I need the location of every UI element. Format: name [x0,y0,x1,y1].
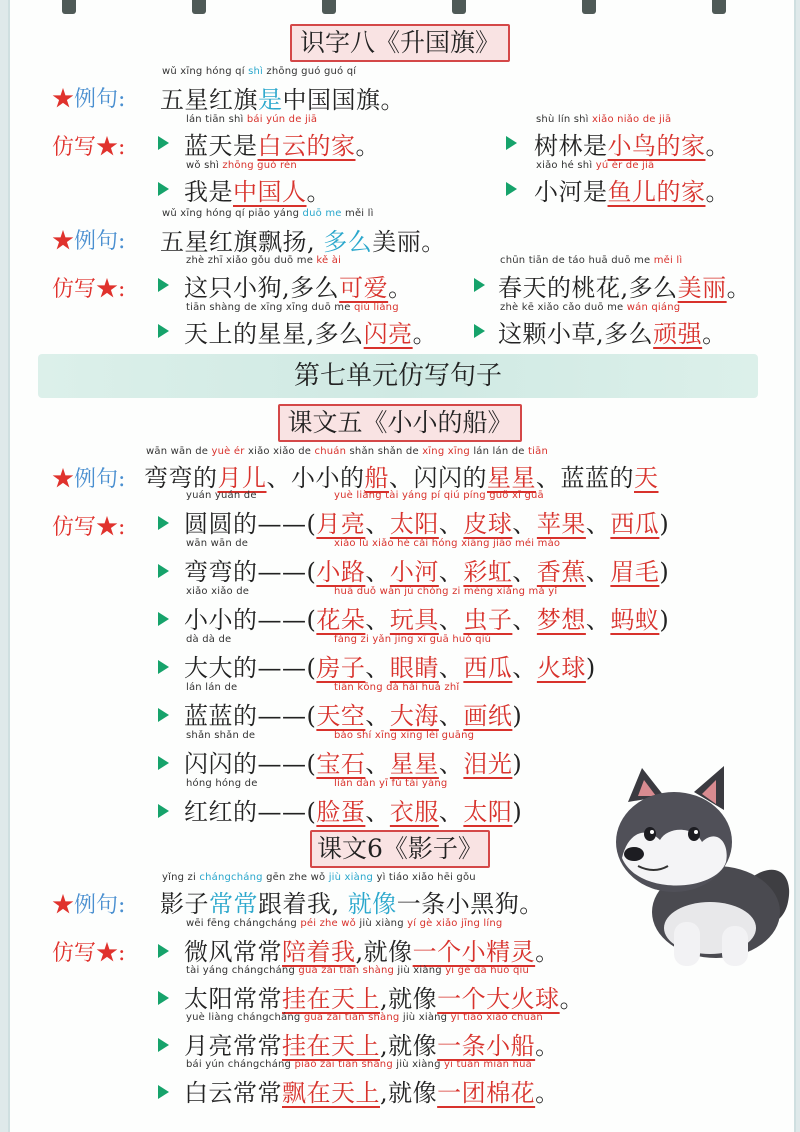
star-icon: ★ [96,135,119,160]
example-sentence: 影子常常跟着我, 就像一条小黑狗。 [160,890,544,918]
pinyin-line: fáng zi yǎn jing xī guā huǒ qiú [334,634,492,645]
arrow-icon [158,660,169,674]
arrow-icon [158,278,169,292]
pinyin-line: wǒ shì zhōng guó rén [186,160,297,171]
imitate-label: 仿写★: [52,277,126,302]
imitate-label: 仿写★: [52,135,126,160]
arrow-icon [158,324,169,338]
lesson-title: 课文五《小小的船》 [278,404,522,442]
pinyin-line: shù lín shì xiǎo niǎo de jiā [536,114,672,125]
imitate-label: 仿写★: [52,515,126,540]
pinyin-line: lán lán de [186,682,238,693]
pinyin-line: zhè zhī xiǎo gǒu duō me kě ài [186,255,342,266]
example-label: ★例句: [52,467,126,492]
pinyin-line: tiān shàng de xīng xīng duō me qiú liàng [186,302,399,313]
pinyin-line: tài yáng chángcháng guà zài tiān shàng jiù xiàng yí gè dà huǒ qiú [186,965,530,976]
arrow-icon [158,1085,169,1099]
pinyin-line: huā duǒ wán jù chóng zi mèng xiǎng mǎ yǐ [334,586,558,597]
star-icon: ★ [96,277,119,302]
imitate-sentence: 天上的星星,多么闪亮。 [184,320,438,348]
binder-clip [452,0,466,14]
binder-clip [62,0,76,14]
pinyin-line: wǔ xīng hóng qí piāo yáng duō me měi lì [162,208,374,219]
pinyin-line: wān wān de yuè ér xiǎo xiǎo de chuán shǎn shǎn de xīng xīng lán lán de tiān [146,446,549,457]
imitate-sentence: 弯弯的——(小路、小河、彩虹、香蕉、眉毛) [184,558,670,586]
pinyin-line: wǔ xīng hóng qí shì zhōng guó guó qí [162,66,357,77]
pinyin-line: xiǎo xiǎo de [186,586,250,597]
pinyin-line: zhè kē xiǎo cǎo duō me wán qiáng [500,302,681,313]
pinyin-line: xiǎo hé shì yú ér de jiā [536,160,655,171]
binder-clip [582,0,596,14]
imitate-sentence: 我是中国人。 [184,178,331,206]
pinyin-line: bǎo shí xīng xīng lèi guāng [334,730,475,741]
pinyin-line: wēi fēng chángcháng péi zhe wǒ jiù xiàng yí gè xiǎo jīng líng [186,918,503,929]
imitate-sentence: 大大的——(房子、眼睛、西瓜、火球) [184,654,596,682]
example-sentence: 弯弯的月儿、小小的船、闪闪的星星、蓝蓝的天 [144,464,659,492]
imitate-label: 仿写★: [52,941,126,966]
star-icon: ★ [52,893,75,918]
star-icon: ★ [52,87,75,112]
pinyin-line: yuán yuán de [186,490,257,501]
pinyin-line: yuè liàng tài yáng pí qiú píng guǒ xī guā [334,490,544,501]
imitate-sentence: 白云常常飘在天上,就像一团棉花。 [184,1079,560,1107]
pinyin-line: chūn tiān de táo huā duō me měi lì [500,255,683,266]
imitate-sentence: 月亮常常挂在天上,就像一条小船。 [184,1032,560,1060]
imitate-sentence: 蓝蓝的——(天空、大海、画纸) [184,702,523,730]
pinyin-line: dà dà de [186,634,232,645]
binder-clip [322,0,336,14]
pinyin-line: xiǎo lù xiǎo hé cǎi hóng xiāng jiāo méi máo [334,538,561,549]
imitate-sentence: 小小的——(花朵、玩具、虫子、梦想、蚂蚁) [184,606,670,634]
example-label: ★例句: [52,229,126,254]
arrow-icon [506,136,517,150]
imitate-sentence: 微风常常陪着我,就像一个小精灵。 [184,938,560,966]
star-icon: ★ [52,467,75,492]
arrow-icon [158,991,169,1005]
pinyin-line: hóng hóng de [186,778,258,789]
arrow-icon [158,708,169,722]
star-icon: ★ [96,515,119,540]
pinyin-line: wān wān de [186,538,249,549]
imitate-sentence: 小河是鱼儿的家。 [534,178,730,206]
pinyin-line: yǐng zi chángcháng gēn zhe wǒ jiù xiàng yì tiáo xiǎo hēi gǒu [162,872,476,883]
example-sentence: 五星红旗是中国国旗。 [160,86,405,114]
binder-clip [192,0,206,14]
pinyin-line: liǎn dàn yī fú tài yáng [334,778,448,789]
lesson-title: 课文6《影子》 [310,830,490,868]
arrow-icon [158,1038,169,1052]
arrow-icon [158,182,169,196]
arrow-icon [474,278,485,292]
arrow-icon [158,516,169,530]
arrow-icon [506,182,517,196]
imitate-sentence: 蓝天是白云的家。 [184,132,380,160]
pinyin-line: tiān kōng dà hǎi huà zhǐ [334,682,460,693]
imitate-sentence: 太阳常常挂在天上,就像一个大火球。 [184,985,585,1013]
imitate-sentence: 红红的——(脸蛋、衣服、太阳) [184,798,523,826]
imitate-sentence: 这颗小草,多么顽强。 [498,320,727,348]
arrow-icon [158,944,169,958]
pinyin-line: shǎn shǎn de [186,730,256,741]
lesson-title: 识字八《升国旗》 [290,24,510,62]
arrow-icon [158,564,169,578]
husky-puppy-illustration [598,762,794,972]
pinyin-line: lán tiān shì bái yún de jiā [186,114,318,125]
imitate-sentence: 这只小狗,多么可爱。 [184,274,413,302]
star-icon: ★ [96,941,119,966]
pinyin-line: bái yún chángcháng piāo zài tiān shàng jiù xiàng yì tuán mián huā [186,1059,532,1070]
imitate-sentence: 圆圆的——(月亮、太阳、皮球、苹果、西瓜) [184,510,670,538]
binder-clip [712,0,726,14]
example-label: ★例句: [52,87,126,112]
imitate-sentence: 闪闪的——(宝石、星星、泪光) [184,750,523,778]
imitate-sentence: 树林是小鸟的家。 [534,132,730,160]
imitate-sentence: 春天的桃花,多么美丽。 [498,274,752,302]
star-icon: ★ [52,229,75,254]
arrow-icon [158,804,169,818]
arrow-icon [158,136,169,150]
arrow-icon [158,612,169,626]
pinyin-line: yuè liàng chángcháng guà zài tiān shàng jiù xiàng yì tiáo xiǎo chuán [186,1012,543,1023]
unit-header-bar: 第七单元仿写句子 [38,354,758,398]
arrow-icon [474,324,485,338]
example-label: ★例句: [52,893,126,918]
example-sentence: 五星红旗飘扬, 多么美丽。 [160,228,446,256]
arrow-icon [158,756,169,770]
